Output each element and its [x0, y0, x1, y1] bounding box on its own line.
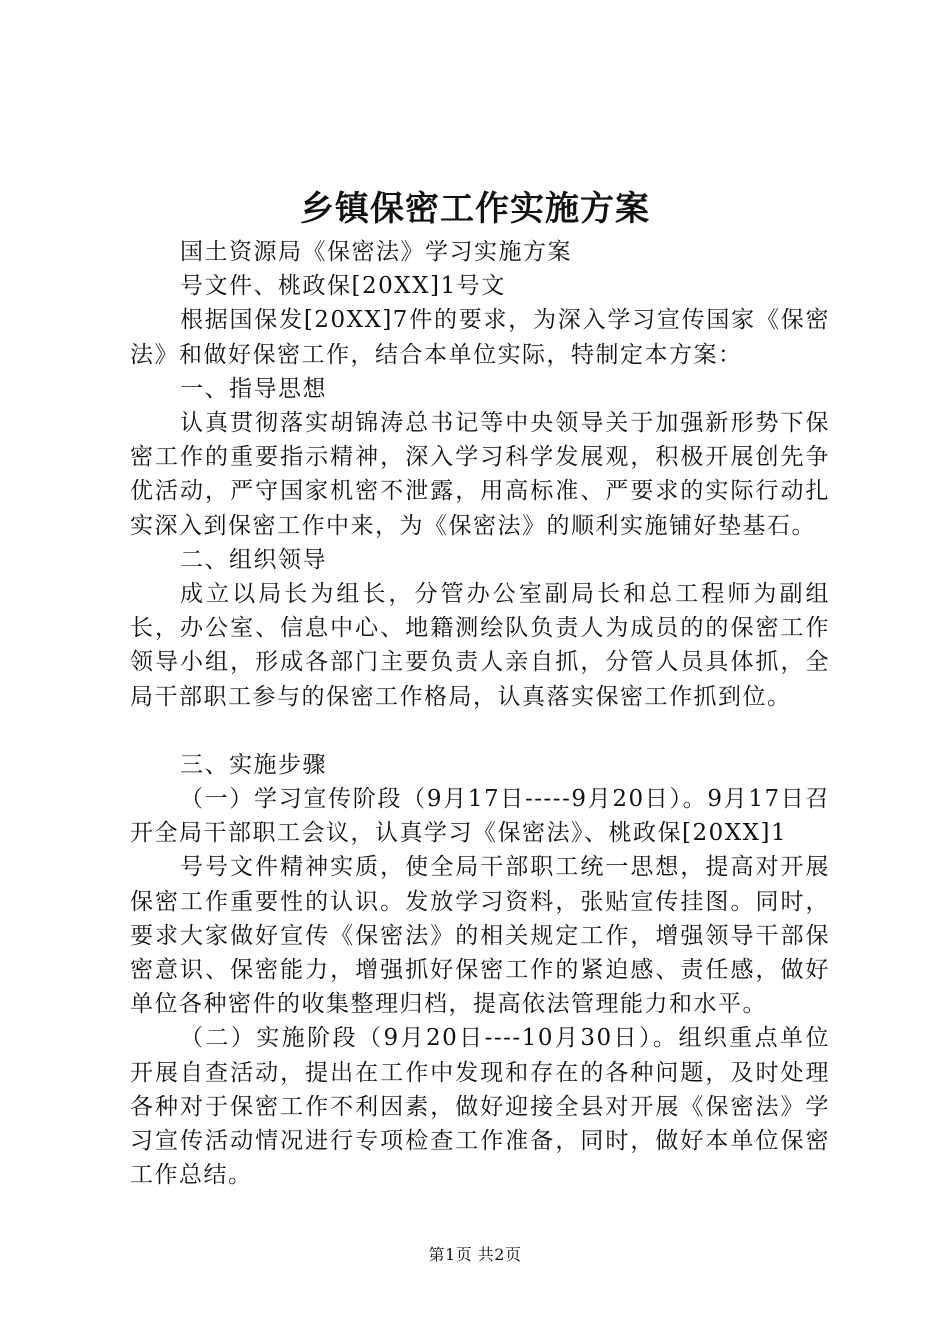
paragraph-spacer: [130, 714, 830, 748]
paragraph-step-one-continued: 号号文件精神实质，使全局干部职工统一思想，提高对开展保密工作重要性的认识。发放学习资料，张贴宣传挂图。同时，要求大家做好宣传《保密法》的相关规定工作，增强领导干部保密意识、保密能力，增强抓好保密工作的紧迫感、责任感，做好单位各种密件的收集整理归档，提高依法管理能力和水平。: [130, 854, 830, 1018]
paragraph-step-two: （二）实施阶段（9月20日----10月30日）。组织重点单位开展自查活动，提出在工作中发现和存在的各种问题，及时处理各种对于保密工作不利因素，做好迎接全县对开展《保密法》学习宣传活动情况进行专项检查工作准备，同时，做好本单位保密工作总结。: [130, 1025, 830, 1189]
section-heading-steps: 三、实施步骤: [180, 751, 327, 778]
document-body: [130, 235, 830, 1192]
paragraph-guiding-thought: 认真贯彻落实胡锦涛总书记等中央领导关于加强新形势下保密工作的重要指示精神，深入学习科学发展观，积极开展创先争优活动，严守国家机密不泄露，用高标准、严要求的实际行动扎实深入到保密工作中来，为《保密法》的顺利实施铺好垫基石。: [130, 410, 830, 539]
paragraph-intro: 根据国保发[20XX]7件的要求，为深入学习宣传国家《保密法》和做好保密工作，结合本单位实际，特制定本方案：: [130, 307, 830, 368]
paragraph-step-one: （一）学习宣传阶段（9月17日-----9月20日）。9月17日召开全局干部职工会议，认真学习《保密法》、桃政保[20XX]1: [130, 786, 830, 847]
paragraph-subtitle: 国土资源局《保密法》学习实施方案: [180, 239, 572, 265]
document-title: 乡镇保密工作实施方案: [300, 189, 650, 229]
paragraph-reference: 号文件、桃政保[20XX]1号文: [180, 273, 506, 300]
section-heading-guiding-thought: 一、指导思想: [180, 375, 327, 402]
paragraph-organization: 成立以局长为组长，分管办公室副局长和总工程师为副组长，办公室、信息中心、地籍测绘队负责人为成员的的保密工作领导小组，形成各部门主要负责人亲自抓，分管人员具体抓，全局干部职工参与的保密工作格局，认真落实保密工作抓到位。: [130, 581, 830, 710]
section-heading-organization: 二、组织领导: [180, 546, 327, 573]
page-footer: 第1页 共2页: [428, 1245, 522, 1264]
